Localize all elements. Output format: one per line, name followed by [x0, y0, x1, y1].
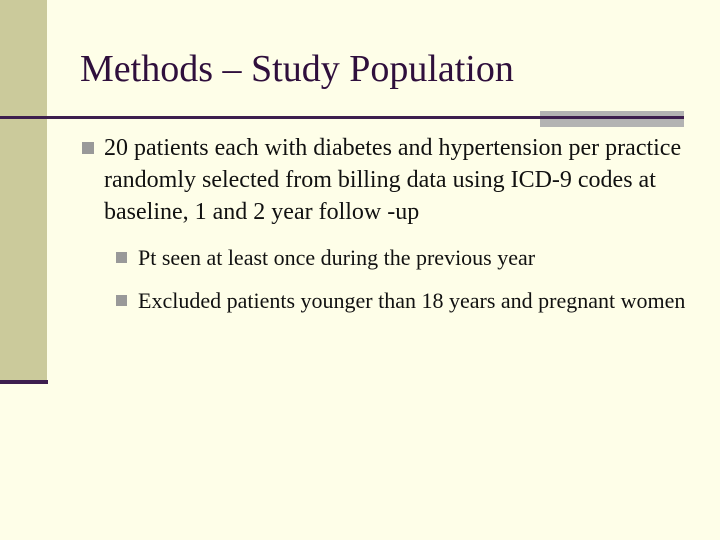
sub-bullet-item [116, 242, 692, 273]
title-rule-accent-line [540, 116, 684, 119]
slide-title: Methods – Study Population [80, 48, 514, 90]
side-decoration-strip [0, 0, 47, 383]
square-bullet-icon [82, 142, 94, 154]
sub-bullet-text: Excluded patients younger than 18 years and pregnant women [138, 288, 686, 313]
sub-bullet-item [116, 285, 692, 316]
slide-content [82, 132, 692, 316]
bullet-text: 20 patients each with diabetes and hypertension per practice randomly selected from billing data using ICD-9 codes at baseline, 1 and 2 year follow -up [104, 135, 682, 225]
square-bullet-icon [116, 252, 127, 263]
bullet-item [82, 132, 692, 228]
square-bullet-icon [116, 295, 127, 306]
side-decoration-strip-end [0, 380, 48, 384]
title-rule-accent [540, 111, 684, 127]
sub-bullet-text: Pt seen at least once during the previous year [138, 245, 536, 270]
